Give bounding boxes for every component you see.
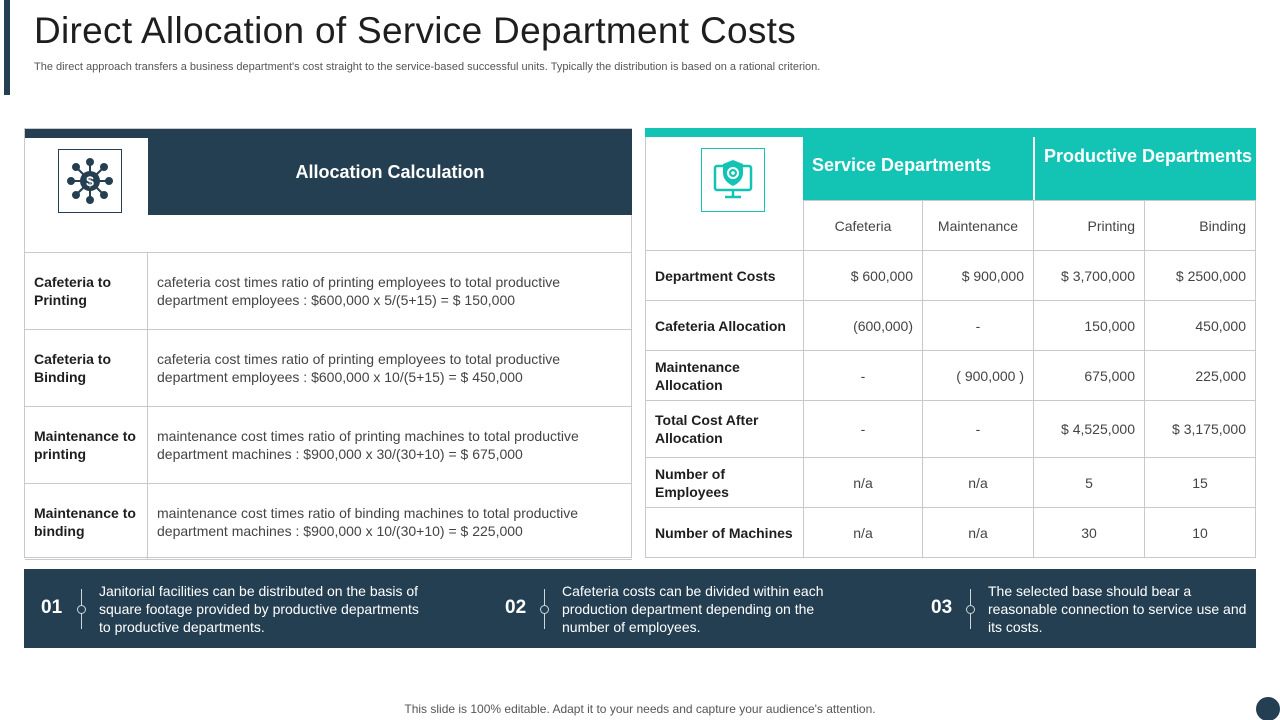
table-cell: - bbox=[923, 401, 1034, 458]
allocation-calculation-heading: Allocation Calculation bbox=[148, 129, 632, 215]
row-description: maintenance cost times ratio of printing machines to total productive department machines : $900,000 x 30/(30+10) = $ 675,000 bbox=[157, 428, 579, 462]
row-label: Number of Employees bbox=[646, 458, 804, 508]
table-cell: - bbox=[804, 351, 923, 401]
table-cell: $ 900,000 bbox=[923, 251, 1034, 301]
row-label: Cafeteria to Binding bbox=[25, 330, 148, 406]
title-accent-bar bbox=[4, 0, 10, 95]
table-row bbox=[646, 251, 1256, 301]
table-cell: ( 900,000 ) bbox=[923, 351, 1034, 401]
table-cell: - bbox=[804, 401, 923, 458]
note-number: 01 bbox=[41, 597, 63, 618]
table-row bbox=[25, 406, 632, 483]
table-cell: n/a bbox=[923, 458, 1034, 508]
page-title: Direct Allocation of Service Department Costs bbox=[34, 10, 797, 51]
row-label: Cafeteria Allocation bbox=[646, 301, 804, 351]
table-cell: 675,000 bbox=[1034, 351, 1145, 401]
row-label: Total Cost After Allocation bbox=[646, 401, 804, 458]
row-label: Number of Machines bbox=[646, 508, 804, 558]
note-divider-dot bbox=[77, 605, 86, 614]
note-item bbox=[24, 569, 444, 648]
table-cell: n/a bbox=[804, 508, 923, 558]
right-panel-top-bar bbox=[645, 128, 1256, 137]
row-description: cafeteria cost times ratio of printing employees to total productive department employees : $600,000 x 5/(5+15) = $ 150,000 bbox=[157, 274, 561, 308]
table-cell: $ 2500,000 bbox=[1145, 251, 1256, 301]
row-description: cafeteria cost times ratio of printing employees to total productive department employees : $600,000 x 10/(5+15) = $ 450,000 bbox=[157, 351, 561, 385]
table-row bbox=[646, 458, 1256, 508]
note-text: The selected base should bear a reasonable connection to service use and its costs. bbox=[988, 583, 1247, 635]
table-cell: 5 bbox=[1034, 458, 1145, 508]
notes-band bbox=[24, 569, 1256, 648]
table-cell: 15 bbox=[1145, 458, 1256, 508]
table-row bbox=[25, 329, 632, 406]
column-header: Maintenance bbox=[923, 201, 1034, 251]
service-departments-heading: Service Departments bbox=[803, 137, 1033, 200]
productive-departments-heading: Productive Departments bbox=[1034, 137, 1256, 200]
note-text: Cafeteria costs can be divided within each production department depending on the number of employees. bbox=[562, 583, 824, 635]
dollar-network-icon bbox=[66, 157, 114, 205]
table-cell: (600,000) bbox=[804, 301, 923, 351]
table-cell: 150,000 bbox=[1034, 301, 1145, 351]
column-header: Cafeteria bbox=[804, 201, 923, 251]
table-row bbox=[25, 483, 632, 560]
table-cell: 225,000 bbox=[1145, 351, 1256, 401]
computer-gear-shield-icon bbox=[710, 157, 756, 203]
row-label: Maintenance to binding bbox=[25, 484, 148, 559]
note-item bbox=[484, 569, 904, 648]
corner-decoration bbox=[1256, 697, 1280, 720]
department-costs-table bbox=[645, 200, 1256, 558]
table-row bbox=[25, 252, 632, 329]
table-row bbox=[646, 401, 1256, 458]
row-description: maintenance cost times ratio of binding machines to total productive department machines : $900,000 x 10/(30+10) = $ 225,000 bbox=[157, 505, 579, 539]
svg-text:$: $ bbox=[86, 173, 94, 189]
department-costs-panel bbox=[645, 128, 1256, 558]
table-row bbox=[646, 351, 1256, 401]
table-row bbox=[646, 301, 1256, 351]
column-header: Printing bbox=[1034, 201, 1145, 251]
allocation-table bbox=[25, 252, 632, 560]
row-label: Department Costs bbox=[646, 251, 804, 301]
empty-corner-cell bbox=[646, 201, 804, 251]
table-cell: $ 3,700,000 bbox=[1034, 251, 1145, 301]
note-number: 02 bbox=[505, 597, 527, 618]
row-label: Cafeteria to Printing bbox=[25, 253, 148, 329]
row-label: Maintenance to printing bbox=[25, 407, 148, 483]
table-cell: - bbox=[923, 301, 1034, 351]
table-cell: $ 4,525,000 bbox=[1034, 401, 1145, 458]
footer-note: This slide is 100% editable. Adapt it to your needs and capture your audience's attention. bbox=[404, 702, 876, 716]
table-cell: n/a bbox=[923, 508, 1034, 558]
note-text: Janitorial facilities can be distributed on the basis of square footage provided by productive departments to productive departments. bbox=[99, 583, 419, 635]
note-item bbox=[909, 569, 1256, 648]
table-cell: $ 3,175,000 bbox=[1145, 401, 1256, 458]
row-label: Maintenance Allocation bbox=[646, 351, 804, 401]
column-header-row bbox=[646, 201, 1256, 251]
note-number: 03 bbox=[931, 597, 953, 618]
allocation-calculation-panel bbox=[24, 128, 632, 558]
column-header: Binding bbox=[1145, 201, 1256, 251]
table-cell: $ 600,000 bbox=[804, 251, 923, 301]
left-icon-box bbox=[58, 149, 122, 213]
table-cell: 10 bbox=[1145, 508, 1256, 558]
table-cell: 30 bbox=[1034, 508, 1145, 558]
page-subtitle: The direct approach transfers a business department's cost straight to the service-based successful units. Typically the distribution is based on a rational criterion. bbox=[34, 61, 821, 73]
table-cell: n/a bbox=[804, 458, 923, 508]
table-row bbox=[646, 508, 1256, 558]
note-divider-dot bbox=[966, 605, 975, 614]
note-divider-dot bbox=[540, 605, 549, 614]
table-cell: 450,000 bbox=[1145, 301, 1256, 351]
